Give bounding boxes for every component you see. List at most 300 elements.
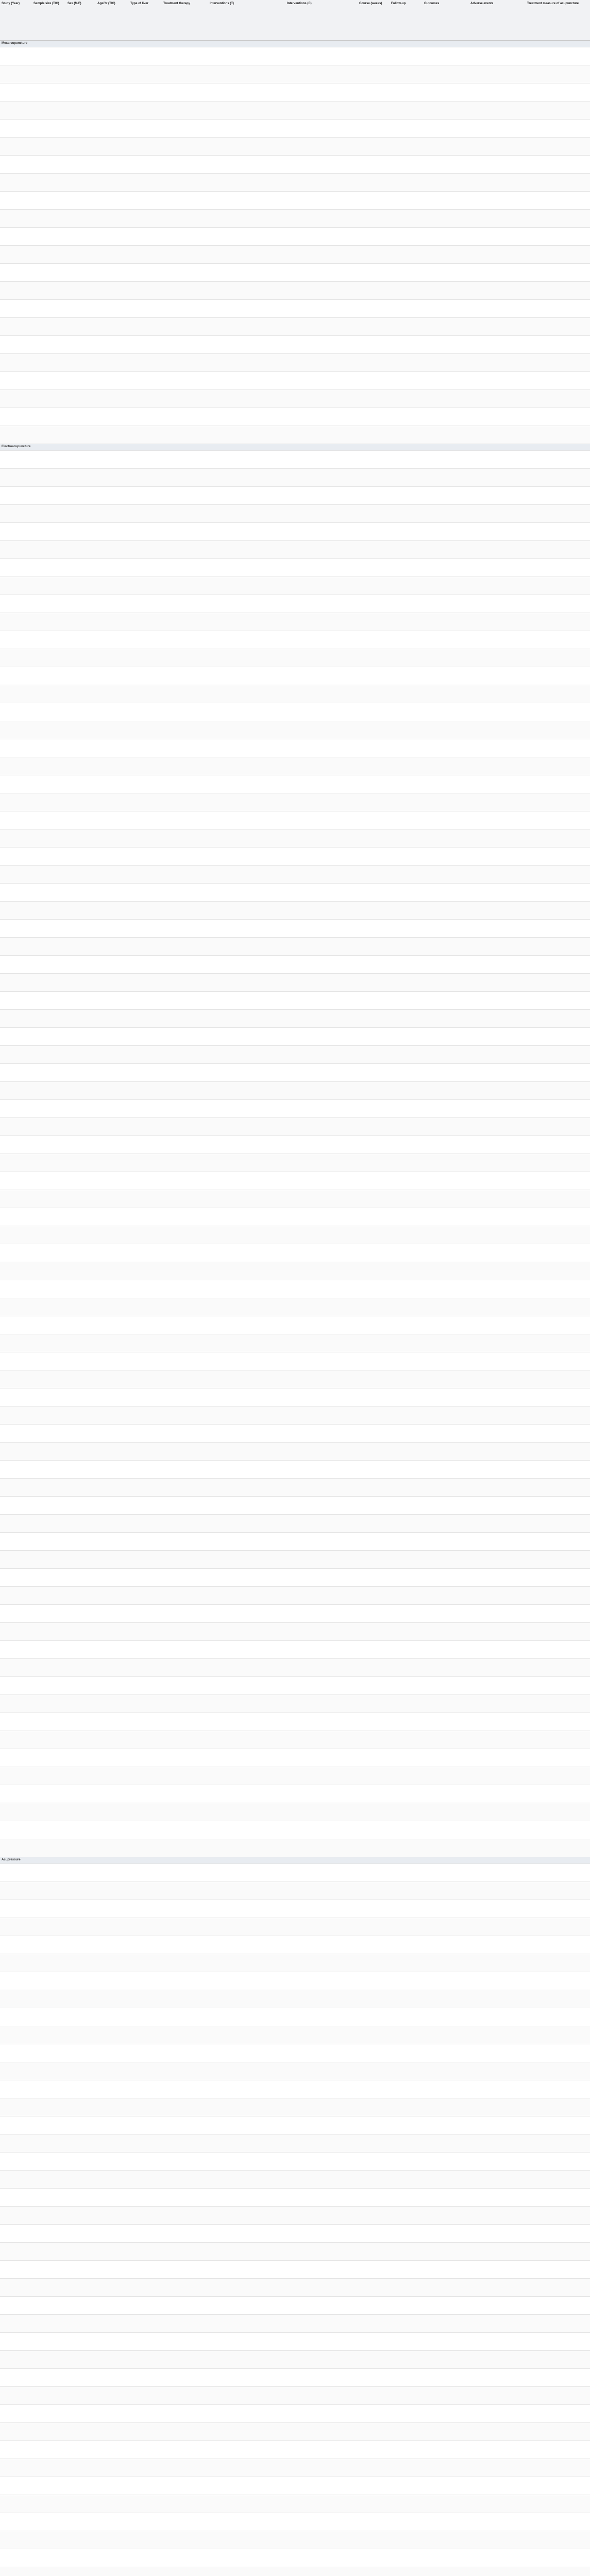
table-cell [66,1082,96,1100]
table-cell [208,2261,285,2279]
table-cell [0,1136,32,1154]
table-cell [423,866,469,884]
table-cell [0,793,32,811]
table-cell [469,1425,526,1443]
table-cell [526,246,590,264]
table-cell [66,2189,96,2207]
section-label: Moxa-cupuncture [0,41,590,47]
table-cell [32,390,66,408]
table-cell [469,1605,526,1623]
table-row [0,884,590,902]
table-cell [32,2261,66,2279]
table-cell [526,336,590,354]
table-cell [32,2134,66,2153]
table-cell [358,2116,390,2134]
table-cell [32,2531,66,2549]
table-cell [32,2062,66,2080]
table-cell [32,1100,66,1118]
table-cell [66,2531,96,2549]
table-cell [526,2080,590,2098]
table-cell [162,974,208,992]
table-cell [358,649,390,667]
table-cell [526,300,590,318]
table-cell [526,2116,590,2134]
table-cell [96,2207,129,2225]
table-cell [208,1515,285,1533]
table-cell [162,1882,208,1900]
table-cell [96,1443,129,1461]
table-cell [66,101,96,120]
table-row [0,1695,590,1713]
table-cell [66,757,96,775]
header-course: Course (weeks) [358,0,390,41]
table-cell [358,505,390,523]
table-cell [390,2189,423,2207]
table-cell [208,577,285,595]
table-cell [469,210,526,228]
table-cell [469,667,526,685]
table-cell [285,866,358,884]
table-cell [423,1388,469,1406]
table-cell [162,1316,208,1334]
table-cell [129,523,162,541]
table-cell [526,1821,590,1839]
table-cell [423,1641,469,1659]
table-cell [129,1839,162,1857]
table-cell [162,1641,208,1659]
table-cell [32,2369,66,2387]
table-cell [208,2207,285,2225]
table-cell [162,1406,208,1425]
table-cell [423,408,469,426]
table-cell [0,829,32,848]
table-cell [32,47,66,65]
table-cell [32,1623,66,1641]
table-cell [423,938,469,956]
table-cell [285,577,358,595]
table-cell [162,2351,208,2369]
table-cell [208,1821,285,1839]
table-cell [66,2098,96,2116]
table-cell [66,2333,96,2351]
table-cell [469,426,526,444]
table-cell [162,246,208,264]
table-cell [469,757,526,775]
table-cell [390,1425,423,1443]
table-row [0,667,590,685]
table-cell [526,2441,590,2459]
table-cell [285,1623,358,1641]
table-cell [32,1839,66,1857]
table-cell [0,1641,32,1659]
table-cell [285,1172,358,1190]
table-cell [469,469,526,487]
table-cell [96,1226,129,1244]
table-cell [208,246,285,264]
table-cell [96,2279,129,2297]
table-cell [526,2171,590,2189]
table-cell [390,1100,423,1118]
table-cell [96,228,129,246]
table-cell [423,811,469,829]
table-cell [469,1388,526,1406]
table-cell [162,300,208,318]
table-cell [162,1370,208,1388]
table-cell [162,1046,208,1064]
table-cell [32,2225,66,2243]
table-cell [390,47,423,65]
table-cell [208,1659,285,1677]
table-cell [162,2171,208,2189]
table-cell [129,408,162,426]
table-cell [66,595,96,613]
table-row [0,1280,590,1298]
table-cell [390,866,423,884]
table-cell [285,469,358,487]
table-cell [469,1443,526,1461]
table-cell [358,138,390,156]
table-cell [469,1244,526,1262]
table-cell [526,2567,590,2576]
table-cell [129,1569,162,1587]
table-cell [129,2297,162,2315]
table-cell [469,2441,526,2459]
table-cell [358,1479,390,1497]
table-row [0,595,590,613]
table-cell [0,1936,32,1954]
table-cell [96,920,129,938]
table-cell [32,685,66,703]
table-cell [423,559,469,577]
table-cell [208,2369,285,2387]
table-cell [32,2189,66,2207]
table-cell [469,47,526,65]
table-cell [469,1406,526,1425]
table-cell [526,1316,590,1334]
table-row [0,336,590,354]
table-cell [66,1569,96,1587]
table-cell [358,2225,390,2243]
table-cell [96,390,129,408]
table-cell [32,721,66,739]
table-cell [208,1731,285,1749]
table-cell [96,577,129,595]
table-cell [129,2171,162,2189]
table-cell [208,2549,285,2567]
table-cell [0,848,32,866]
table-cell [423,541,469,559]
table-cell [390,2026,423,2044]
table-cell [0,2333,32,2351]
table-cell [423,2333,469,2351]
table-cell [285,992,358,1010]
table-cell [208,264,285,282]
table-cell [129,1316,162,1334]
table-row [0,2459,590,2477]
table-cell [162,2387,208,2405]
table-cell [129,721,162,739]
table-cell [390,505,423,523]
table-cell [66,649,96,667]
table-cell [96,1064,129,1082]
table-cell [285,2080,358,2098]
table-cell [162,992,208,1010]
table-cell [358,667,390,685]
table-cell [129,2477,162,2495]
table-cell [358,2441,390,2459]
table-cell [285,1659,358,1677]
table-cell [390,1370,423,1388]
table-cell [285,1262,358,1280]
table-cell [469,192,526,210]
table-cell [96,1425,129,1443]
table-cell [358,1334,390,1352]
table-cell [0,1767,32,1785]
table-cell [526,739,590,757]
table-cell [469,956,526,974]
table-cell [390,1533,423,1551]
table-cell [208,631,285,649]
table-cell [32,451,66,469]
table-cell [423,101,469,120]
table-cell [162,1334,208,1352]
table-row [0,2423,590,2441]
table-cell [0,1406,32,1425]
table-cell [423,1280,469,1298]
table-row [0,1767,590,1785]
table-cell [526,101,590,120]
table-cell [32,487,66,505]
table-cell [0,1587,32,1605]
table-cell [96,2261,129,2279]
table-cell [358,631,390,649]
table-cell [390,523,423,541]
table-cell [129,1882,162,1900]
table-cell [423,47,469,65]
table-row [0,2297,590,2315]
table-cell [358,47,390,65]
table-cell [0,138,32,156]
table-cell [96,2405,129,2423]
table-cell [390,2513,423,2531]
table-cell [526,1190,590,1208]
table-row [0,469,590,487]
table-cell [390,192,423,210]
table-cell [0,1334,32,1352]
table-cell [526,426,590,444]
table-cell [469,1028,526,1046]
table-cell [285,174,358,192]
table-cell [390,210,423,228]
table-cell [423,264,469,282]
table-row [0,1533,590,1551]
table-cell [208,2477,285,2495]
table-cell [32,1352,66,1370]
table-cell [0,992,32,1010]
table-cell [526,2026,590,2044]
table-cell [390,1244,423,1262]
table-row [0,1028,590,1046]
table-cell [390,1208,423,1226]
table-cell [469,1641,526,1659]
table-cell [208,336,285,354]
table-cell [0,1605,32,1623]
table-cell [162,1461,208,1479]
table-cell [32,2351,66,2369]
table-cell [469,631,526,649]
table-cell [129,1587,162,1605]
table-cell [423,1262,469,1280]
table-cell [96,2549,129,2567]
table-row [0,631,590,649]
table-cell [526,1028,590,1046]
table-cell [96,1641,129,1659]
table-row [0,2026,590,2044]
table-cell [358,120,390,138]
table-cell [423,1900,469,1918]
table-cell [32,1767,66,1785]
table-cell [96,1118,129,1136]
table-cell [390,65,423,83]
table-row [0,1713,590,1731]
table-cell [358,1208,390,1226]
table-cell [285,1918,358,1936]
table-cell [358,1244,390,1262]
table-cell [358,487,390,505]
table-cell [526,1172,590,1190]
table-cell [358,848,390,866]
table-cell [96,264,129,282]
table-cell [526,1244,590,1262]
table-cell [285,1515,358,1533]
table-cell [0,685,32,703]
table-cell [66,1461,96,1479]
table-cell [162,1954,208,1972]
table-cell [390,408,423,426]
table-cell [96,541,129,559]
table-cell [96,1370,129,1388]
table-cell [129,2116,162,2134]
table-cell [66,156,96,174]
table-cell [390,757,423,775]
table-cell [96,138,129,156]
table-cell [0,2369,32,2387]
table-cell [285,505,358,523]
table-cell [423,1100,469,1118]
table-cell [526,2261,590,2279]
table-cell [526,2369,590,2387]
table-cell [390,938,423,956]
table-cell [96,2134,129,2153]
table-cell [285,120,358,138]
table-cell [390,156,423,174]
table-cell [32,1821,66,1839]
table-cell [469,156,526,174]
table-cell [358,2243,390,2261]
table-cell [208,1461,285,1479]
table-cell [96,2026,129,2044]
table-cell [32,1334,66,1352]
table-cell [526,228,590,246]
table-cell [66,2549,96,2567]
table-cell [66,1064,96,1082]
table-cell [129,1010,162,1028]
table-cell [390,2531,423,2549]
table-row [0,2008,590,2026]
table-row [0,811,590,829]
table-cell [208,866,285,884]
table-cell [96,192,129,210]
table-cell [32,282,66,300]
table-cell [129,902,162,920]
table-cell [32,2171,66,2189]
table-cell [526,1352,590,1370]
table-cell [129,2549,162,2567]
table-cell [208,1154,285,1172]
table-cell [162,2423,208,2441]
table-cell [129,1821,162,1839]
table-cell [96,523,129,541]
table-cell [66,2207,96,2225]
table-cell [0,2513,32,2531]
table-cell [469,992,526,1010]
table-cell [469,848,526,866]
table-cell [526,1695,590,1713]
table-cell [358,1785,390,1803]
table-cell [162,372,208,390]
table-cell [96,1767,129,1785]
table-cell [390,101,423,120]
table-cell [208,1406,285,1425]
table-cell [0,559,32,577]
table-cell [469,902,526,920]
table-cell [162,1864,208,1882]
table-cell [96,1046,129,1064]
table-cell [162,613,208,631]
table-cell [423,1569,469,1587]
table-cell [526,65,590,83]
table-cell [162,667,208,685]
table-row [0,47,590,65]
table-cell [423,426,469,444]
table-cell [526,2549,590,2567]
table-cell [285,228,358,246]
table-cell [390,1695,423,1713]
table-cell [32,2044,66,2062]
table-cell [66,336,96,354]
table-cell [469,264,526,282]
table-cell [390,1136,423,1154]
table-cell [526,1677,590,1695]
table-cell [32,1425,66,1443]
table-cell [208,1100,285,1118]
table-cell [526,1551,590,1569]
table-cell [423,2315,469,2333]
table-cell [469,721,526,739]
table-cell [162,1623,208,1641]
table-cell [66,1605,96,1623]
table-cell [0,1497,32,1515]
table-cell [129,2333,162,2351]
table-cell [358,2369,390,2387]
table-cell [0,2567,32,2576]
table-cell [526,2513,590,2531]
table-cell [423,1515,469,1533]
table-row [0,920,590,938]
table-cell [469,318,526,336]
table-cell [66,2567,96,2576]
table-cell [526,192,590,210]
